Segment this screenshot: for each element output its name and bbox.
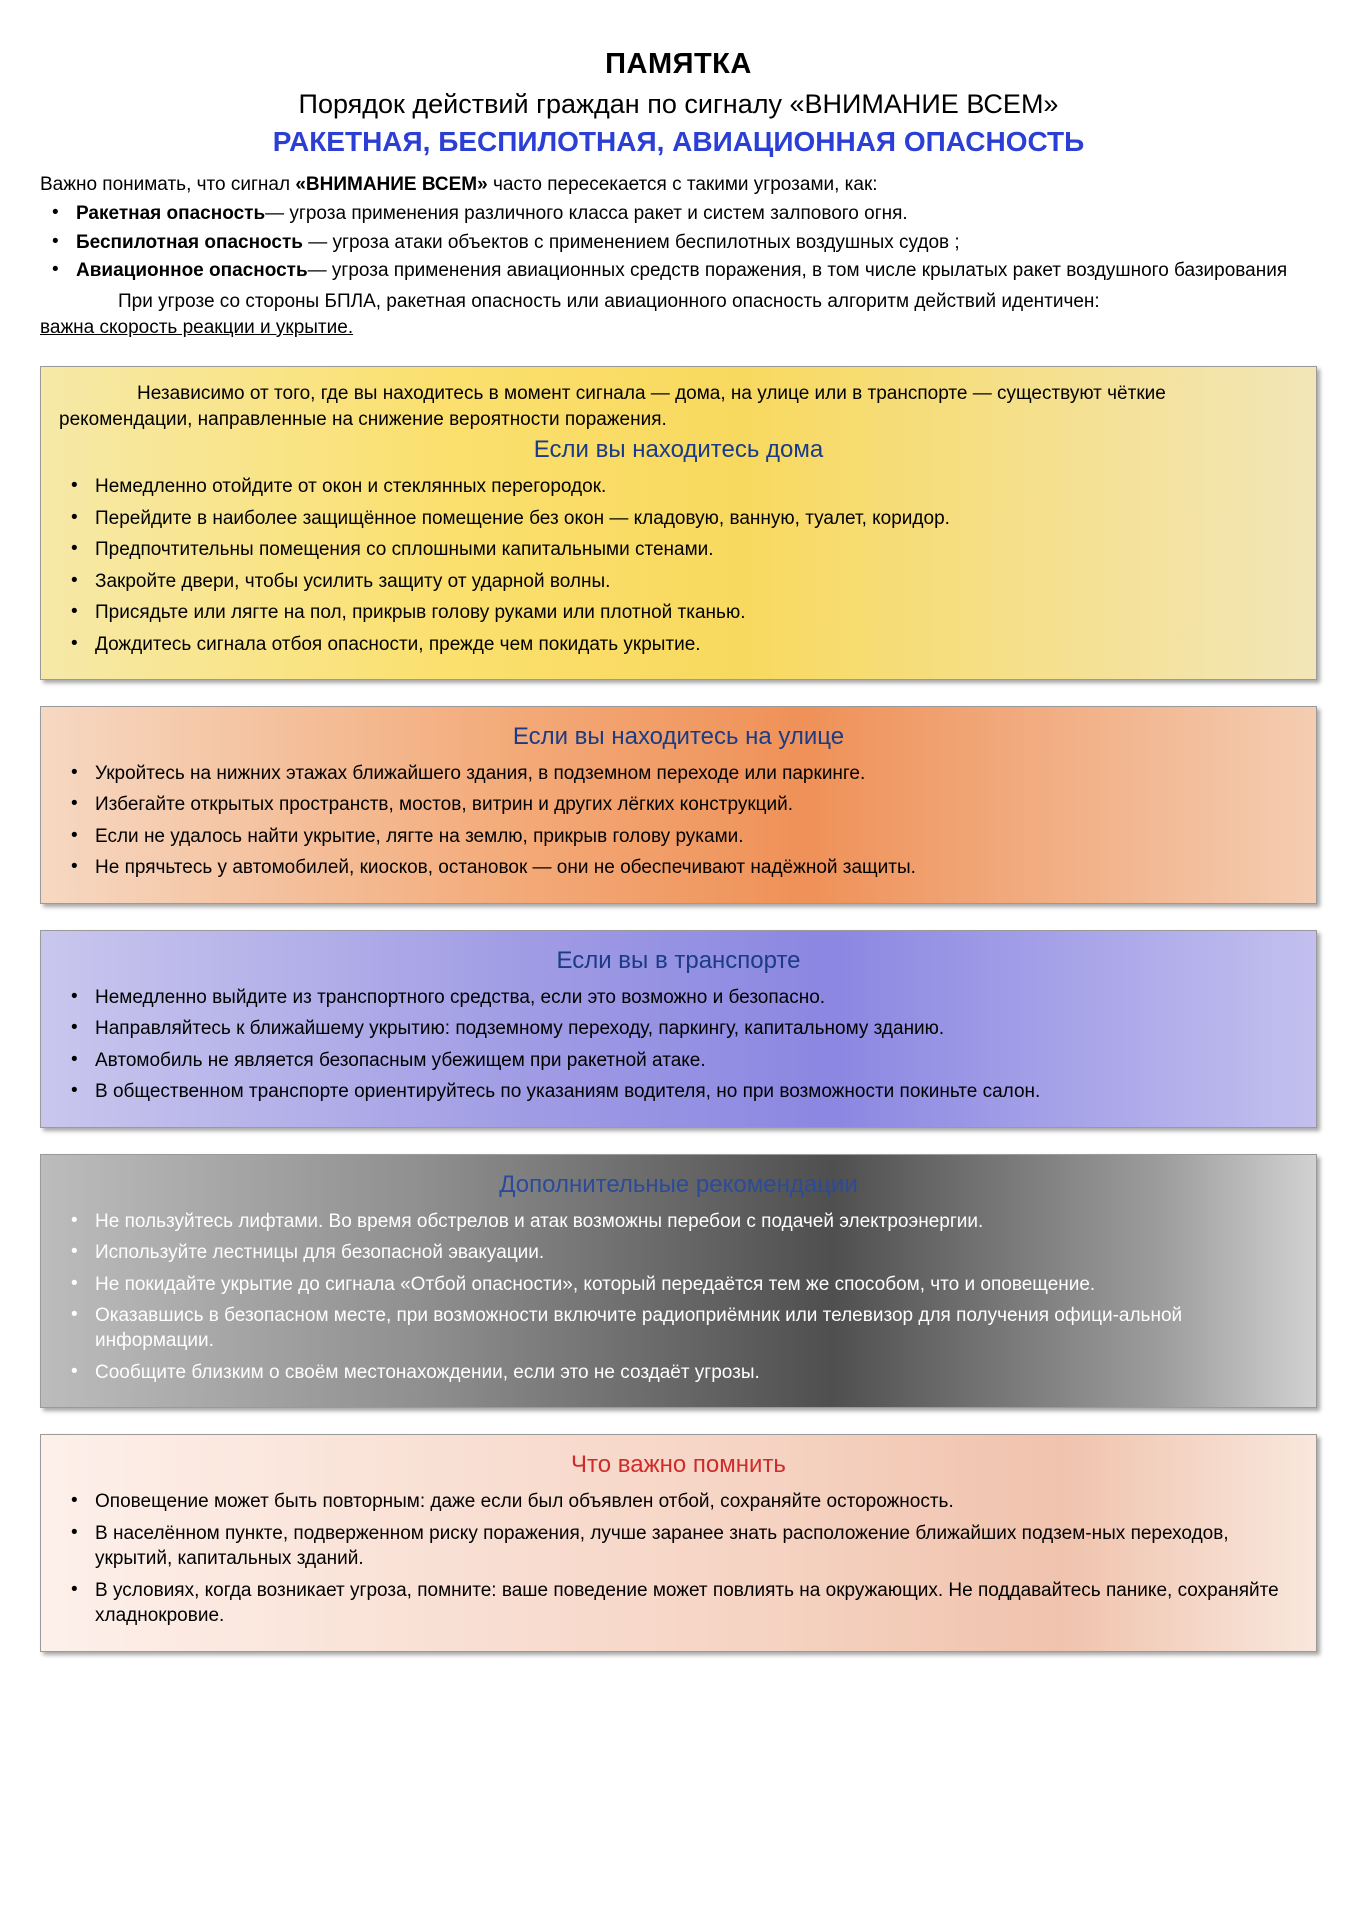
section-remember-list — [59, 1489, 1298, 1628]
list-item: • Присядьте или лягте на пол, прикрыв голову руками или плотной тканью. — [59, 600, 1298, 625]
list-item: • Оказавшись в безопасном месте, при возможности включите радиоприёмник или телевизор для получения офици-альной информации. — [59, 1303, 1298, 1354]
section-transport-list — [59, 985, 1298, 1105]
intro-note-underlined-text: важна скорость реакции и укрытие. — [40, 316, 354, 338]
intro-threat-list — [40, 201, 1317, 283]
list-item: • В общественном транспорте ориентируйтесь по указаниям водителя, но при возможности покиньте салон. — [59, 1079, 1298, 1104]
page-danger-title: РАКЕТНАЯ, БЕСПИЛОТНАЯ, АВИАЦИОННАЯ ОПАСНОСТЬ — [272, 126, 1085, 157]
section-home-list — [59, 474, 1298, 657]
threat-name: Ракетная опасность — [76, 203, 266, 225]
list-item: • Сообщите близким о своём местонахождении, если это не создаёт угрозы. — [59, 1360, 1298, 1385]
list-item: • Оповещение может быть повторным: даже если был объявлен отбой, сохраняйте осторожность. — [59, 1489, 1298, 1514]
section-remember-title: Что важно помнить — [571, 1451, 786, 1479]
list-item: • Не пользуйтесь лифтами. Во время обстрелов и атак возможны перебои с подачей электроэнергии. — [59, 1209, 1298, 1234]
page-title: ПАМЯТКА — [605, 48, 752, 80]
intro-lead-bold: «ВНИМАНИЕ ВСЕМ» — [295, 174, 488, 195]
threat-text: — угроза применения авиационных средств поражения, в том числе крылатых ракет воздушного базирования — [307, 259, 1288, 281]
list-item: • Немедленно выйдите из транспортного средства, если это возможно и безопасно. — [59, 985, 1298, 1010]
section-home-title: Если вы находитесь дома — [533, 436, 824, 464]
list-item: • Предпочтительны помещения со сплошными капитальными стенами. — [59, 537, 1298, 562]
intro-lead — [40, 172, 1317, 197]
section-street — [40, 706, 1317, 904]
list-item: • В населённом пункте, подверженном риску поражения, лучше заранее знать расположение ближайших подзем-ных переходов, укрытий, капитальных зданий. — [59, 1521, 1298, 1572]
threat-name: Беспилотная опасность — [76, 231, 303, 253]
section-street-list — [59, 761, 1298, 881]
list-item: • Направляйтесь к ближайшему укрытию: подземному переходу, паркингу, капитальному зданию. — [59, 1016, 1298, 1041]
section-street-title: Если вы находитесь на улице — [512, 722, 845, 750]
list-item: • Избегайте открытых пространств, мостов, витрин и других лёгких конструкций. — [59, 792, 1298, 817]
list-item — [40, 258, 1317, 283]
page-subtitle: Порядок действий граждан по сигналу «ВНИМАНИЕ ВСЕМ» — [298, 89, 1059, 119]
section-extra-list — [59, 1209, 1298, 1386]
threat-text: — угроза атаки объектов с применением беспилотных воздушных судов ; — [302, 231, 960, 253]
section-remember — [40, 1434, 1317, 1651]
list-item: • Укройтесь на нижних этажах ближайшего здания, в подземном переходе или паркинге. — [59, 761, 1298, 786]
section-extra — [40, 1154, 1317, 1409]
list-item: • Не прячьтесь у автомобилей, киосков, остановок — они не обеспечивают надёжной защиты. — [59, 855, 1298, 880]
section-transport — [40, 930, 1317, 1128]
list-item: • Немедленно отойдите от окон и стеклянных перегородок. — [59, 474, 1298, 499]
section-home-lead: Независимо от того, где вы находитесь в момент сигнала — дома, на улице или в транспорте — существуют чёткие рекомендации, направленные на снижение вероятности поражения. — [59, 383, 1166, 430]
list-item: • Не покидайте укрытие до сигнала «Отбой опасности», который передаётся тем же способом, что и оповещение. — [59, 1272, 1298, 1297]
list-item: • Используйте лестницы для безопасной эвакуации. — [59, 1240, 1298, 1265]
list-item: • В условиях, когда возникает угроза, помните: ваше поведение может повлиять на окружающих. Не поддавайтесь панике, сохраняйте хладнокровие. — [59, 1578, 1298, 1629]
threat-text: — угроза применения различного класса ракет и систем залпового огня. — [265, 203, 908, 225]
intro-note-underlined — [40, 315, 1317, 340]
intro-lead-part2: часто пересекается с такими угрозами, как: — [487, 174, 878, 195]
intro-note: При угрозе со стороны БПЛА, ракетная опасность или авиационного опасность алгоритм действий идентичен: — [118, 291, 1100, 313]
list-item: • Перейдите в наиболее защищённое помещение без окон — кладовую, ванную, туалет, коридор. — [59, 506, 1298, 531]
list-item: • Автомобиль не является безопасным убежищем при ракетной атаке. — [59, 1048, 1298, 1073]
list-item — [40, 230, 1317, 255]
list-item — [40, 201, 1317, 226]
intro-lead-part1: Важно понимать, что сигнал — [40, 174, 296, 195]
list-item: • Если не удалось найти укрытие, лягте на землю, прикрыв голову руками. — [59, 824, 1298, 849]
section-home — [40, 366, 1317, 680]
list-item: • Закройте двери, чтобы усилить защиту от ударной волны. — [59, 569, 1298, 594]
section-transport-title: Если вы в транспорте — [556, 946, 801, 974]
list-item: • Дождитесь сигнала отбоя опасности, прежде чем покидать укрытие. — [59, 632, 1298, 657]
section-extra-title: Дополнительные рекомендации — [499, 1170, 858, 1198]
threat-name: Авиационное опасность — [76, 259, 308, 281]
